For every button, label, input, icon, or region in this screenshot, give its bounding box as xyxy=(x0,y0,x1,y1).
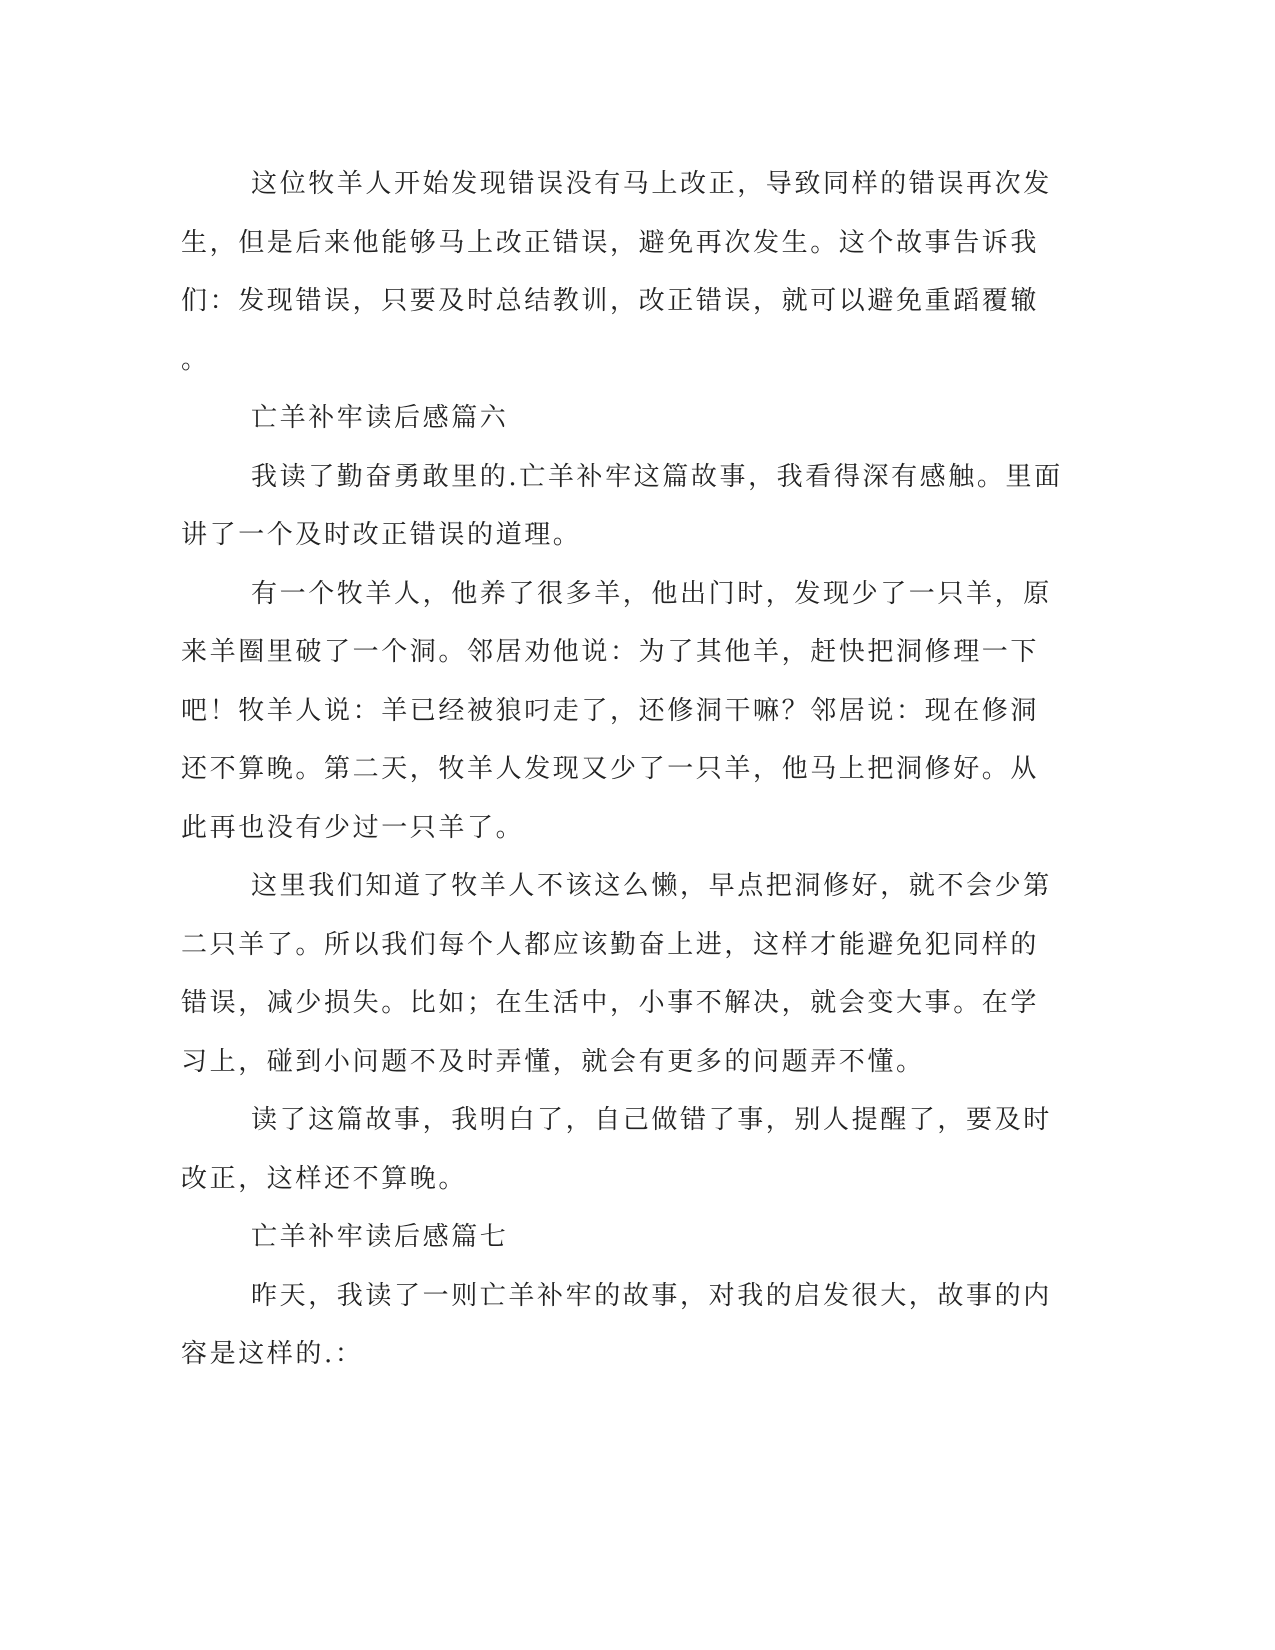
text-line: 还不算晚。第二天，牧羊人发现又少了一只羊，他马上把洞修好。从 xyxy=(181,754,1040,784)
text-line: 。 xyxy=(181,344,210,375)
paragraph-intro-6 xyxy=(181,448,1071,565)
text-line: 有一个牧羊人，他养了很多羊，他出门时，发现少了一只羊，原 xyxy=(251,578,1052,609)
text-line: 讲了一个及时改正错误的道理。 xyxy=(181,520,582,550)
text-line: 我读了勤奋勇敢里的.亡羊补牢这篇故事，我看得深有感触。里面 xyxy=(251,461,1063,492)
paragraph-conclusion-6 xyxy=(181,1091,1071,1208)
text-line: 吧！牧羊人说：羊已经被狼叼走了，还修洞干嘛？邻居说：现在修洞 xyxy=(181,695,1040,726)
text-line: 习上，碰到小问题不及时弄懂，就会有更多的问题弄不懂。 xyxy=(181,1046,925,1077)
text-line: 这位牧羊人开始发现错误没有马上改正，导致同样的错误再次发 xyxy=(251,169,1052,199)
text-line: 此再也没有少过一只羊了。 xyxy=(181,812,525,843)
paragraph-lesson-6 xyxy=(181,857,1071,1091)
paragraph-intro-7 xyxy=(181,1267,1071,1384)
paragraph-story-6 xyxy=(181,565,1071,858)
document-body xyxy=(181,155,1071,1384)
section-heading-6: 亡羊补牢读后感篇六 xyxy=(251,403,509,433)
text-line: 容是这样的.： xyxy=(181,1339,364,1369)
text-line: 们：发现错误，只要及时总结教训，改正错误，就可以避免重蹈覆辙 xyxy=(181,286,1040,316)
section-heading-7: 亡羊补牢读后感篇七 xyxy=(251,1222,509,1252)
text-line: 改正，这样还不算晚。 xyxy=(181,1163,468,1194)
text-line: 这里我们知道了牧羊人不该这么懒，早点把洞修好，就不会少第 xyxy=(251,871,1052,901)
text-line: 错误，减少损失。比如；在生活中，小事不解决，就会变大事。在学 xyxy=(181,988,1040,1018)
text-line: 读了这篇故事，我明白了，自己做错了事，别人提醒了，要及时 xyxy=(251,1105,1052,1135)
text-line: 二只羊了。所以我们每个人都应该勤奋上进，这样才能避免犯同样的 xyxy=(181,929,1040,960)
text-line: 生，但是后来他能够马上改正错误，避免再次发生。这个故事告诉我 xyxy=(181,227,1040,258)
paragraph-conclusion-5 xyxy=(181,155,1071,389)
text-line: 来羊圈里破了一个洞。邻居劝他说：为了其他羊，赶快把洞修理一下 xyxy=(181,637,1040,667)
text-line: 昨天，我读了一则亡羊补牢的故事，对我的启发很大，故事的内 xyxy=(251,1280,1052,1311)
